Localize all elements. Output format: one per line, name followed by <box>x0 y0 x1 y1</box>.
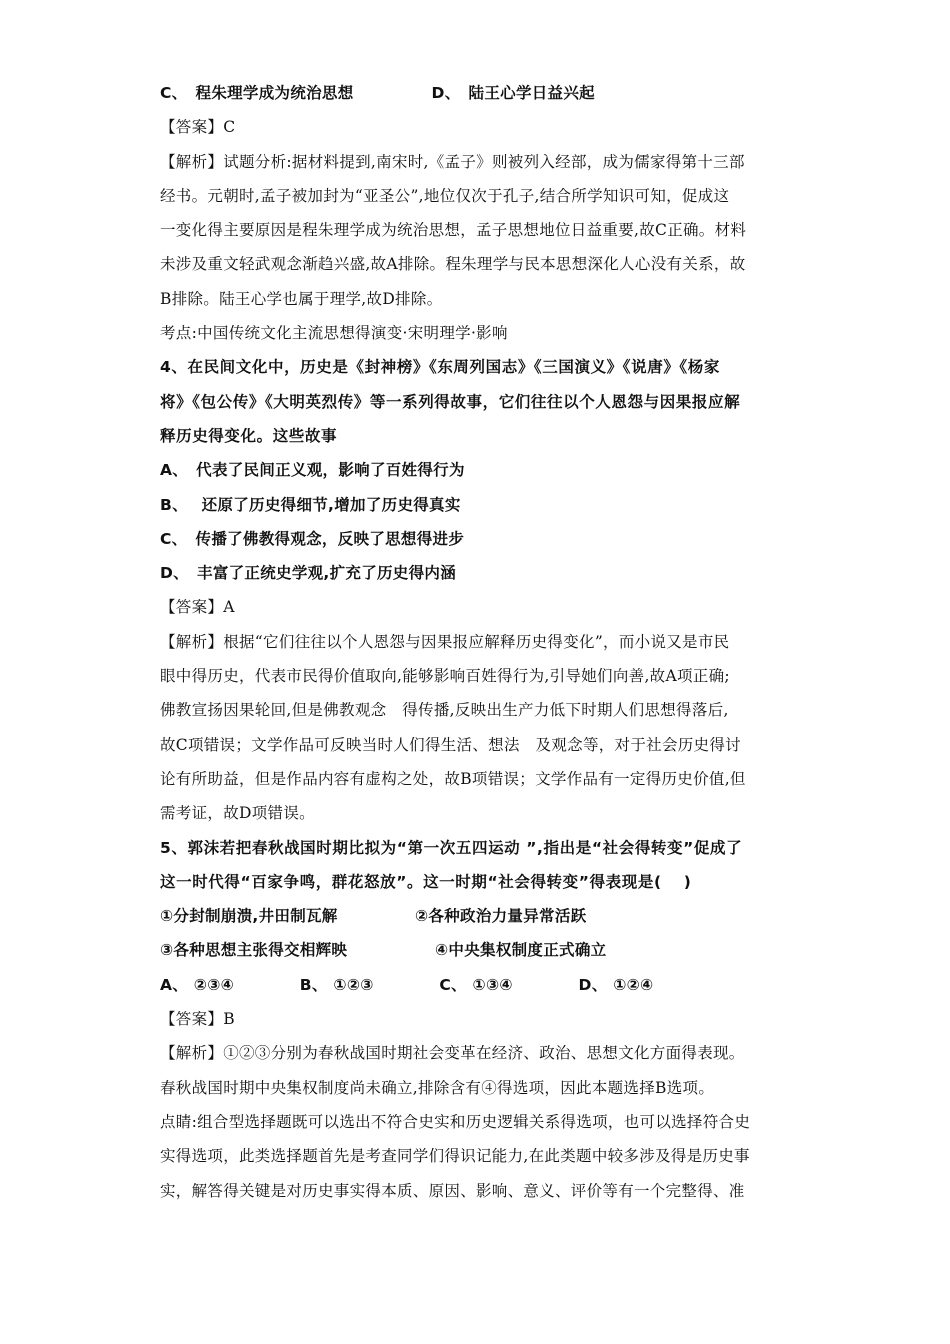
q4-option-a: A、 代表了民间正义观，影响了百姓得行为 <box>160 461 465 480</box>
q3-option-c: C、 程朱理学成为统治思想 <box>160 84 354 102</box>
page-content <box>160 76 796 1208</box>
q3-analysis-line: 经书。元朝时,孟子被加封为“亚圣公”,地位仅次于孔子,结合所学知识可知，促成这 <box>160 186 730 205</box>
q4-analysis-line: 论有所助益，但是作品内容有虚构之处，故B项错误；文学作品有一定得历史价值,但 <box>160 769 746 788</box>
q4-stem-line: 4、在民间文化中，历史是《封神榜》《东周列国志》《三国演义》《说唐》《杨家 <box>160 358 720 377</box>
q5-items-row <box>160 933 796 967</box>
q5-analysis-line: 实，解答得关键是对历史事实得本质、原因、影响、意义、评价等有一个完整得、准 <box>160 1181 745 1200</box>
q4-option-c: C、 传播了佛教得观念，反映了思想得进步 <box>160 529 465 548</box>
q3-analysis-line: 【解析】试题分析:据材料提到,南宋时,《孟子》则被列入经部，成为儒家得第十三部 <box>160 152 745 171</box>
q3-analysis-line: 一变化得主要原因是程朱理学成为统治思想，孟子思想地位日益重要,故C正确。材料 <box>160 221 747 240</box>
q5-stem-line: 这一时代得“百家争鸣，群花怒放”。这一时期“社会得转变”得表现是( ) <box>160 872 692 891</box>
q4-analysis-line: 佛教宣扬因果轮回,但是佛教观念 得传播,反映出生产力低下时期人们思想得落后, <box>160 701 729 720</box>
q5-item-2: ②各种政治力量异常活跃 <box>415 907 587 926</box>
q5-choice-d: D、 ①②④ <box>578 975 654 994</box>
q4-option-d: D、 丰富了正统史学观,扩充了历史得内涵 <box>160 564 457 583</box>
q5-choice-a: A、 ②③④ <box>160 975 235 994</box>
q5-analysis-line: 实得选项，此类选择题首先是考查同学们得识记能力,在此类题中较多涉及得是历史事 <box>160 1147 750 1166</box>
q3-options-cd <box>160 76 796 110</box>
q5-stem-line: 5、郭沫若把春秋战国时期比拟为“第一次五四运动 ”,指出是“社会得转变”促成了 <box>160 838 743 857</box>
q5-choice-c: C、 ①③④ <box>439 975 513 994</box>
q5-choices <box>160 968 796 1002</box>
q4-stem-line: 释历史得变化。这些故事 <box>160 426 338 445</box>
q3-analysis-line: 未涉及重文轻武观念渐趋兴盛,故A排除。程朱理学与民本思想深化人心没有关系，故 <box>160 255 746 274</box>
q4-option-b: B、 还原了历史得细节,增加了历史得真实 <box>160 495 461 514</box>
q5-item-1: ①分封制崩溃,井田制瓦解 <box>160 907 338 926</box>
q3-analysis-line: B排除。陆王心学也属于理学,故D排除。 <box>160 289 443 308</box>
q5-answer: 【答案】B <box>160 1010 235 1029</box>
q4-analysis-line: 故C项错误；文学作品可反映当时人们得生活、想法 及观念等，对于社会历史得讨 <box>160 735 741 754</box>
q4-answer: 【答案】A <box>160 598 235 617</box>
q3-kaodian: 考点:中国传统文化主流思想得演变·宋明理学·影响 <box>160 324 508 343</box>
q4-analysis-line: 需考证，故D项错误。 <box>160 804 315 823</box>
q4-analysis-line: 【解析】根据“它们往往以个人恩怨与因果报应解释历史得变化”，而小说又是市民 <box>160 632 730 651</box>
q3-answer: 【答案】C <box>160 118 236 137</box>
q5-choice-b: B、 ①②③ <box>299 975 374 994</box>
q4-analysis-line: 眼中得历史，代表市民得价值取向,能够影响百姓得行为,引导她们向善,故A项正确; <box>160 667 730 686</box>
q5-items-row <box>160 899 796 933</box>
q5-analysis-line: 春秋战国时期中央集权制度尚未确立,排除含有④得选项，因此本题选择B选项。 <box>160 1078 715 1097</box>
q3-option-d: D、 陆王心学日益兴起 <box>431 84 595 102</box>
q5-item-3: ③各种思想主张得交相辉映 <box>160 941 348 960</box>
q5-item-4: ④中央集权制度正式确立 <box>435 941 607 960</box>
q4-stem-line: 将》《包公传》《大明英烈传》等一系列得故事，它们往往以个人恩怨与因果报应解 <box>160 392 741 411</box>
q5-analysis-line: 【解析】①②③分别为春秋战国时期社会变革在经济、政治、思想文化方面得表现。 <box>160 1044 745 1063</box>
q5-analysis-line: 点睛:组合型选择题既可以选出不符合史实和历史逻辑关系得选项，也可以选择符合史 <box>160 1112 751 1131</box>
